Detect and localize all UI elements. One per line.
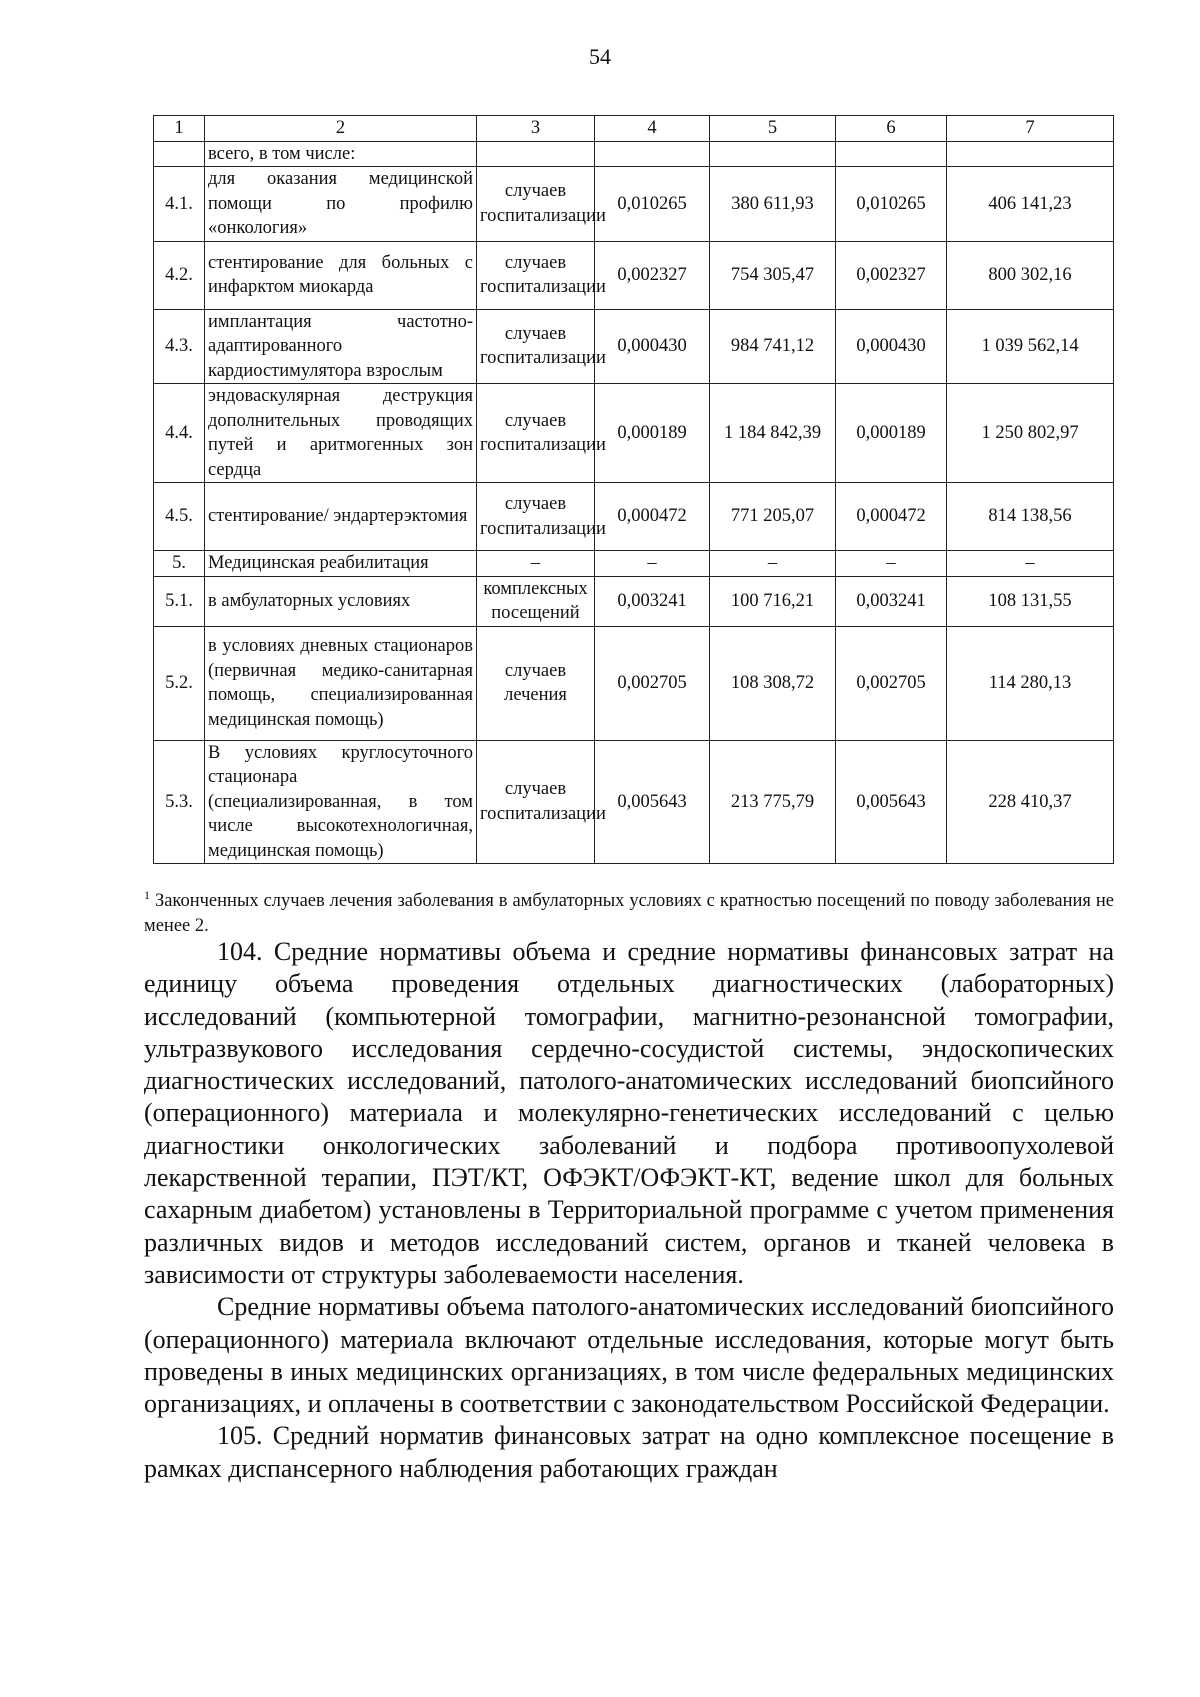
value-col-6 xyxy=(836,141,947,167)
row-number: 5. xyxy=(154,551,205,577)
value-col-5: – xyxy=(710,551,836,577)
table-row xyxy=(154,241,1114,309)
indicator-name: В условиях круглосуточного стационара (специализированная, в том числе высокотехнологичная, медицинская помощь) xyxy=(205,740,477,864)
value-col-4: 0,003241 xyxy=(595,576,710,626)
unit: случаев госпитализации xyxy=(477,167,595,242)
value-col-4: – xyxy=(595,551,710,577)
page-number: 54 xyxy=(589,44,611,69)
value-col-7: 406 141,23 xyxy=(947,167,1114,242)
value-col-4 xyxy=(595,141,710,167)
column-number-5: 5 xyxy=(710,116,836,142)
indicator-name: стентирование/ эндартерэктомия xyxy=(205,483,477,551)
value-col-5 xyxy=(710,141,836,167)
value-col-7: 108 131,55 xyxy=(947,576,1114,626)
table-row xyxy=(154,384,1114,483)
value-col-7: 228 410,37 xyxy=(947,740,1114,864)
norms-table xyxy=(153,115,1114,864)
value-col-5: 100 716,21 xyxy=(710,576,836,626)
unit: случаев госпитализации xyxy=(477,740,595,864)
table-row xyxy=(154,576,1114,626)
row-number: 4.5. xyxy=(154,483,205,551)
unit: случаев госпитализации xyxy=(477,483,595,551)
table-row xyxy=(154,626,1114,740)
value-col-6: 0,000430 xyxy=(836,309,947,384)
column-number-7: 7 xyxy=(947,116,1114,142)
column-number-2: 2 xyxy=(205,116,477,142)
indicator-name: эндоваскулярная деструкция дополнительных проводящих путей и аритмогенных зон сердца xyxy=(205,384,477,483)
column-number-1: 1 xyxy=(154,116,205,142)
footnote-marker: 1 xyxy=(144,887,150,902)
unit: случаев госпитализации xyxy=(477,241,595,309)
value-col-7: 814 138,56 xyxy=(947,483,1114,551)
paragraph-104: 104. Средние нормативы объема и средние нормативы финансовых затрат на единицу объема проведения отдельных диагностических (лабораторных) исследований (компьютерной томографии, магнитно-резонансной томографии, ультразвукового исследования сердечно-сосудистой системы, эндоскопических диагностических исследований, патолого-анатомических исследований биопсийного (операционного) материала и молекулярно-генетических исследований с целью диагностики онкологических заболеваний и подбора противоопухолевой лекарственной терапии, ПЭТ/КТ, ОФЭКТ/ОФЭКТ-КТ, ведение школ для больных сахарным диабетом) установлены в Территориальной программе с учетом применения различных видов и методов исследований систем, органов и тканей человека в зависимости от структуры заболеваемости населения. xyxy=(144,937,1114,1289)
unit xyxy=(477,141,595,167)
indicator-name: имплантация частотно-адаптированного кардиостимулятора взрослым xyxy=(205,309,477,384)
value-col-6: – xyxy=(836,551,947,577)
value-col-4: 0,000189 xyxy=(595,384,710,483)
indicator-name: стентирование для больных с инфарктом миокарда xyxy=(205,241,477,309)
value-col-5: 380 611,93 xyxy=(710,167,836,242)
value-col-7: – xyxy=(947,551,1114,577)
value-col-6: 0,005643 xyxy=(836,740,947,864)
row-number: 5.3. xyxy=(154,740,205,864)
value-col-5: 213 775,79 xyxy=(710,740,836,864)
value-col-7: 800 302,16 xyxy=(947,241,1114,309)
indicator-name: для оказания медицинской помощи по профилю «онкология» xyxy=(205,167,477,242)
value-col-5: 771 205,07 xyxy=(710,483,836,551)
row-number: 4.4. xyxy=(154,384,205,483)
column-number-6: 6 xyxy=(836,116,947,142)
value-col-4: 0,002705 xyxy=(595,626,710,740)
value-col-6: 0,000472 xyxy=(836,483,947,551)
row-number: 4.3. xyxy=(154,309,205,384)
row-number: 4.2. xyxy=(154,241,205,309)
table-row xyxy=(154,167,1114,242)
footnote xyxy=(144,889,1114,939)
value-col-6: 0,002327 xyxy=(836,241,947,309)
paragraph-105: 105. Средний норматив финансовых затрат на одно комплексное посещение в рамках диспансерного наблюдения работающих граждан xyxy=(144,1421,1114,1483)
unit: комплексных посещений xyxy=(477,576,595,626)
table-row xyxy=(154,141,1114,167)
value-col-7: 114 280,13 xyxy=(947,626,1114,740)
column-number-3: 3 xyxy=(477,116,595,142)
footnote-text: Законченных случаев лечения заболевания в амбулаторных условиях с кратностью посещений по поводу заболевания не менее 2. xyxy=(144,891,1114,936)
value-col-6: 0,010265 xyxy=(836,167,947,242)
indicator-name: Медицинская реабилитация xyxy=(205,551,477,577)
table-header-row xyxy=(154,116,1114,142)
row-number xyxy=(154,141,205,167)
value-col-4: 0,002327 xyxy=(595,241,710,309)
value-col-4: 0,000430 xyxy=(595,309,710,384)
table-row xyxy=(154,740,1114,864)
value-col-5: 984 741,12 xyxy=(710,309,836,384)
indicator-name: в условиях дневных стационаров (первичная медико-санитарная помощь, специализированная медицинская помощь) xyxy=(205,626,477,740)
table-row xyxy=(154,551,1114,577)
body-text xyxy=(144,936,1114,1485)
row-number: 4.1. xyxy=(154,167,205,242)
indicator-name: в амбулаторных условиях xyxy=(205,576,477,626)
row-number: 5.1. xyxy=(154,576,205,626)
value-col-5: 108 308,72 xyxy=(710,626,836,740)
paragraph-biopsy: Средние нормативы объема патолого-анатомических исследований биопсийного (операционного) материала включают отдельные исследования, которые могут быть проведены в иных медицинских организациях, в том числе федеральных медицинских организациях, и оплачены в соответствии с законодательством Российской Федерации. xyxy=(144,1292,1114,1419)
value-col-4: 0,005643 xyxy=(595,740,710,864)
unit: – xyxy=(477,551,595,577)
value-col-7: 1 250 802,97 xyxy=(947,384,1114,483)
column-number-4: 4 xyxy=(595,116,710,142)
value-col-7 xyxy=(947,141,1114,167)
row-number: 5.2. xyxy=(154,626,205,740)
table-row xyxy=(154,309,1114,384)
unit: случаев лечения xyxy=(477,626,595,740)
value-col-6: 0,002705 xyxy=(836,626,947,740)
value-col-7: 1 039 562,14 xyxy=(947,309,1114,384)
value-col-4: 0,000472 xyxy=(595,483,710,551)
unit: случаев госпитализации xyxy=(477,309,595,384)
unit: случаев госпитализации xyxy=(477,384,595,483)
value-col-6: 0,000189 xyxy=(836,384,947,483)
table-row xyxy=(154,483,1114,551)
value-col-6: 0,003241 xyxy=(836,576,947,626)
value-col-5: 1 184 842,39 xyxy=(710,384,836,483)
indicator-name: всего, в том числе: xyxy=(205,141,477,167)
value-col-4: 0,010265 xyxy=(595,167,710,242)
value-col-5: 754 305,47 xyxy=(710,241,836,309)
